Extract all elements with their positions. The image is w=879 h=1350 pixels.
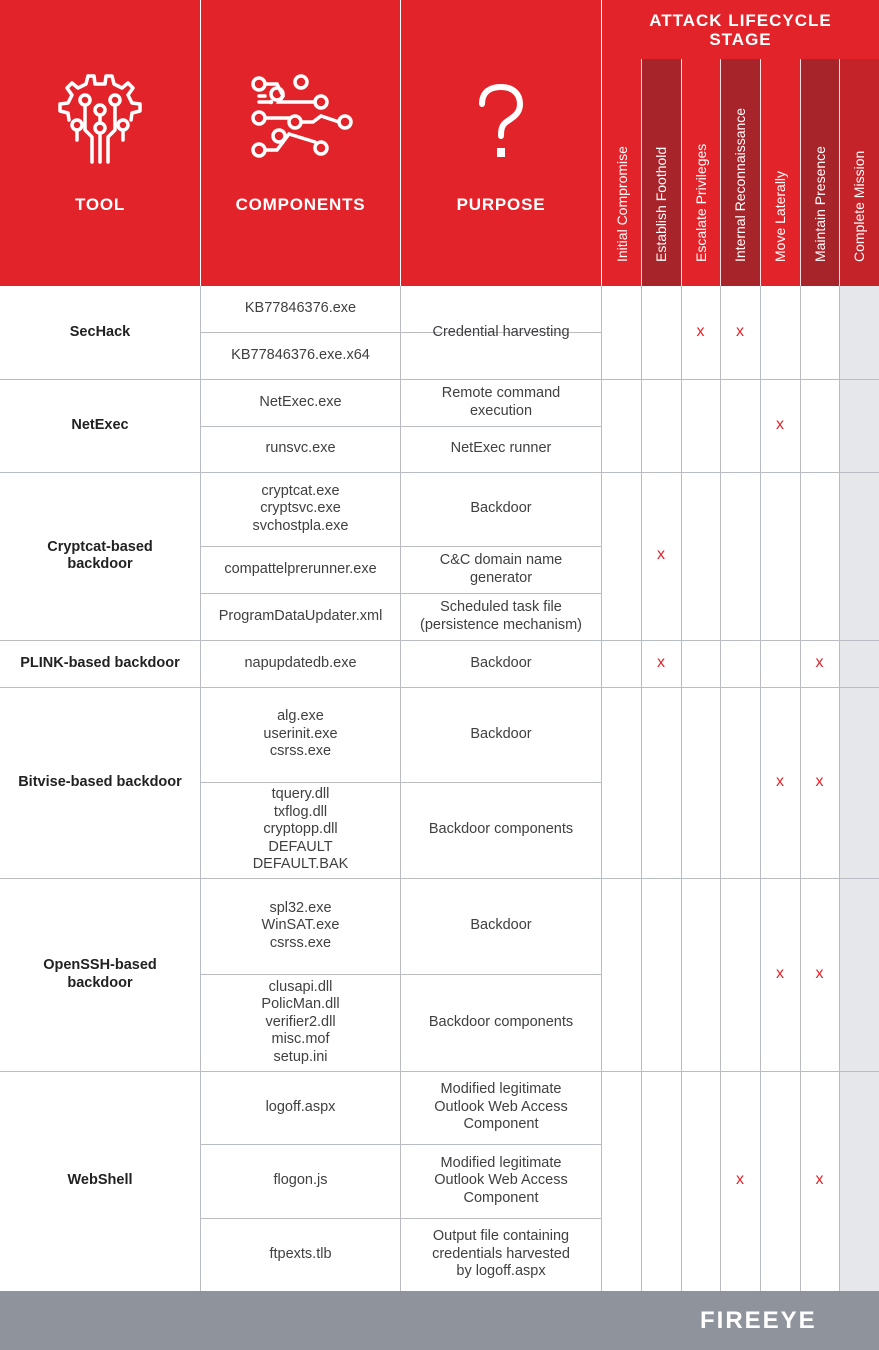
component-cell: logoff.aspx xyxy=(265,1098,336,1115)
circuit-nodes-icon xyxy=(249,72,353,165)
purpose-cell: Output file containing credentials harvested by logoff.aspx xyxy=(432,1228,570,1280)
stage-mark: x xyxy=(815,653,824,671)
stage-mark: x xyxy=(736,322,744,340)
tool-name: Bitvise-based backdoor xyxy=(18,773,182,790)
stage-header-2 xyxy=(641,59,681,286)
tool-name: NetExec xyxy=(71,416,129,433)
stage-label: Move Laterally xyxy=(772,170,788,262)
col-divider xyxy=(760,286,761,1291)
stage-mark: x xyxy=(736,1171,744,1188)
stage-mark: x xyxy=(815,1171,824,1188)
col-divider xyxy=(720,286,721,1291)
purpose-cell: Credential harvesting xyxy=(432,323,570,340)
stage-header-6 xyxy=(800,59,839,286)
col-divider xyxy=(681,286,682,1291)
tool-name: PLINK-based backdoor xyxy=(20,654,180,671)
row-divider xyxy=(401,593,601,594)
row-divider xyxy=(401,974,601,975)
stage-mark: x xyxy=(776,415,784,433)
stage-label: Escalate Privileges xyxy=(692,143,709,262)
stage-label: Maintain Presence xyxy=(811,146,828,262)
tool-name: Cryptcat-based backdoor xyxy=(47,538,153,572)
purpose-cell: Backdoor xyxy=(470,917,532,934)
question-mark-icon xyxy=(476,84,526,165)
purpose-cell: Scheduled task file (persistence mechanism) xyxy=(420,599,582,633)
component-cell: ftpexts.tlb xyxy=(269,1245,332,1262)
purpose-cell: Backdoor xyxy=(470,654,532,671)
stage-header-4 xyxy=(720,59,760,286)
tool-name: OpenSSH-based backdoor xyxy=(43,957,157,991)
component-cell: clusapi.dll PolicMan.dll verifier2.dll misc.mof setup.ini xyxy=(261,978,340,1065)
component-cell: KB77846376.exe.x64 xyxy=(231,346,370,363)
col-divider xyxy=(200,286,201,1291)
row-divider xyxy=(401,426,601,427)
component-cell: NetExec.exe xyxy=(259,393,342,410)
component-cell: tquery.dll txflog.dll cryptopp.dll DEFAULT DEFAULT.BAK xyxy=(252,786,349,873)
row-divider xyxy=(401,782,601,783)
stage-header-1 xyxy=(602,59,641,286)
stage-label: Complete Mission xyxy=(851,150,867,262)
stage-mark: x xyxy=(776,772,784,790)
tool-name: SecHack xyxy=(69,323,131,340)
stage-mark: x xyxy=(657,653,665,671)
component-cell: spl32.exe WinSAT.exe csrss.exe xyxy=(261,899,340,951)
purpose-cell: Backdoor xyxy=(470,500,532,517)
col-divider xyxy=(641,286,642,1291)
components-header-label: COMPONENTS xyxy=(235,195,366,214)
stage-mark: x xyxy=(696,322,705,340)
footer-brand: FIREEYE xyxy=(700,1307,817,1334)
tool-name: WebShell xyxy=(67,1172,133,1189)
components-header xyxy=(201,0,400,286)
purpose-cell: Backdoor xyxy=(470,725,532,742)
attack-title-line2: STAGE xyxy=(709,30,772,49)
purpose-cell: Modified legitimate Outlook Web Access Component xyxy=(434,1081,568,1133)
footer-bar xyxy=(0,1291,879,1350)
purpose-cell: Backdoor components xyxy=(428,1013,574,1030)
component-cell: alg.exe userinit.exe csrss.exe xyxy=(263,708,338,760)
stage-label: Establish Foothold xyxy=(653,146,669,262)
purpose-cell: Remote command execution xyxy=(441,385,561,419)
component-cell: ProgramDataUpdater.xml xyxy=(218,607,383,624)
gear-circuit-icon xyxy=(55,70,145,171)
col-divider xyxy=(400,286,401,1291)
stage-header-7 xyxy=(839,59,879,286)
col-divider xyxy=(601,286,602,1291)
purpose-header xyxy=(401,0,601,286)
purpose-cell: Modified legitimate Outlook Web Access Component xyxy=(434,1154,568,1206)
row-divider xyxy=(401,1144,601,1145)
col-divider xyxy=(800,286,801,1291)
tool-header xyxy=(0,0,200,286)
component-cell: cryptcat.exe cryptsvc.exe svchostpla.exe xyxy=(252,482,349,534)
purpose-cell: Backdoor components xyxy=(428,821,574,838)
component-cell: flogon.js xyxy=(273,1172,328,1189)
stage-mark: x xyxy=(776,964,784,982)
row-divider xyxy=(401,1218,601,1219)
stage-header-5 xyxy=(760,59,800,286)
purpose-cell: NetExec runner xyxy=(450,440,552,457)
attack-lifecycle-title xyxy=(602,0,879,59)
tool-header-label: TOOL xyxy=(74,195,126,214)
stage-mark: x xyxy=(657,546,665,563)
component-cell: KB77846376.exe xyxy=(244,300,357,317)
stage-mark: x xyxy=(815,772,824,790)
complete-mission-column xyxy=(839,286,879,1291)
purpose-cell: C&C domain name generator xyxy=(439,552,563,586)
component-cell: compattelprerunner.exe xyxy=(224,560,377,577)
stage-label: Initial Compromise xyxy=(613,146,630,262)
stage-header-3 xyxy=(681,59,720,286)
stage-label: Internal Reconnaissance xyxy=(732,107,748,262)
col-divider xyxy=(839,286,840,1291)
row-divider xyxy=(401,546,601,547)
stage-mark: x xyxy=(815,964,824,982)
attack-title-line1: ATTACK LIFECYCLE xyxy=(649,11,832,30)
component-cell: runsvc.exe xyxy=(265,440,336,457)
purpose-header-label: PURPOSE xyxy=(456,195,546,214)
component-cell: napupdatedb.exe xyxy=(244,654,357,671)
